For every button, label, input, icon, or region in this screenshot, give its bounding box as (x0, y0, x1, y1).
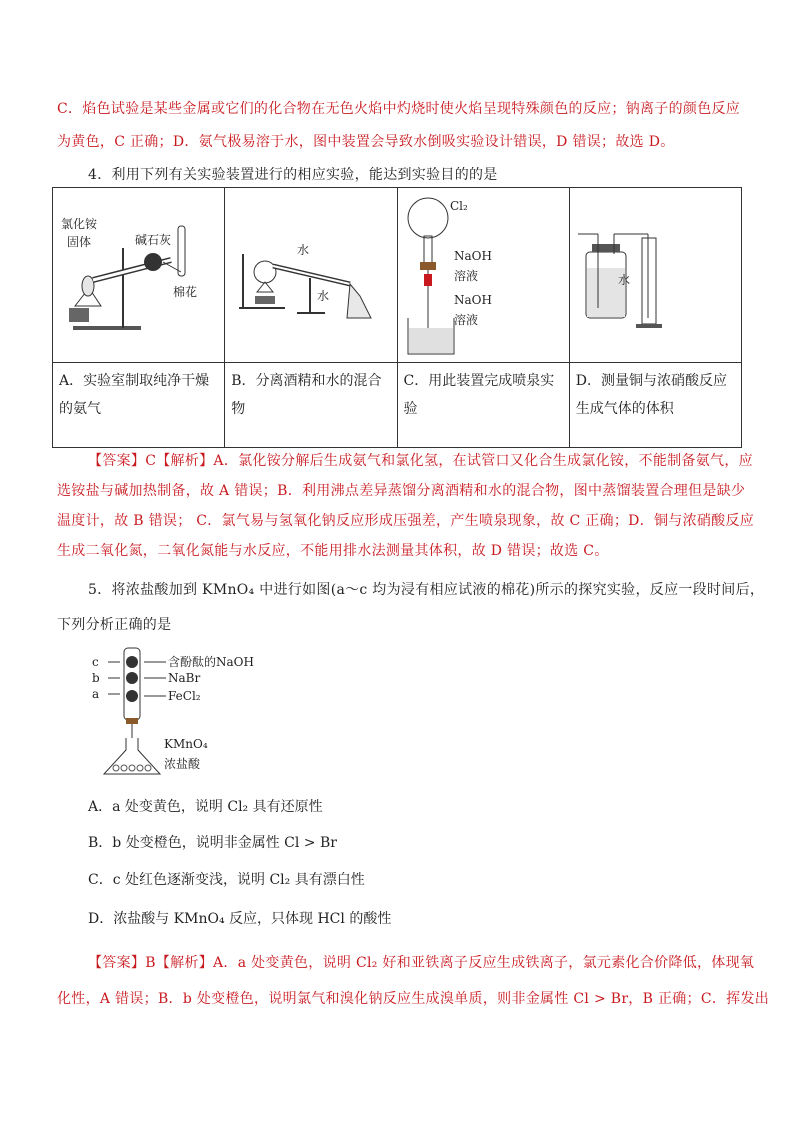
figure-b-distillation (225, 188, 389, 362)
q5-fig-reagent-5: 浓盐酸 (164, 757, 201, 771)
q4-answer-tag: 【答案】C【解析】 (88, 453, 214, 469)
fig-c-label-2: NaOH (453, 249, 492, 263)
fig-a-cell (53, 188, 225, 363)
q5-option-a: A．a 处变黄色，说明 Cl₂ 具有还原性 (88, 799, 323, 815)
q5-fig-reagent-4: KMnO₄ (164, 737, 208, 751)
fig-b-label-1: 水 (297, 243, 310, 257)
figure-a-ammonia-apparatus (53, 188, 234, 362)
prev-answer-line-1: C．焰色试验是某些金属或它们的化合物在无色火焰中灼烧时使火焰呈现特殊颜色的反应；钠离子的颜色反应 (57, 101, 741, 117)
fig-b-cell (225, 188, 397, 363)
fig-c-label-3: 溶液 (453, 269, 478, 283)
q5-answer-text-1: A．a 处变黄色，说明 Cl₂ 好和亚铁离子反应生成铁离子，氯元素化合价降低，体现氧 (213, 955, 755, 971)
q4-option-table (52, 187, 742, 448)
q5-answer-tag: 【答案】B【解析】 (88, 955, 213, 971)
q5-fig-label-b: b (92, 671, 100, 685)
q4-answer-line-2: 选铵盐与碱加热制备，故 A 错误；B．利用沸点差异蒸馏分离酒精和水的混合物，图中蒸馏装置合理但是缺少 (57, 483, 746, 499)
q5-answer-line-2: 化性，A 错误；B．b 处变橙色，说明氯气和溴化钠反应生成溴单质，则非金属性 Cl > Br，B 正确；C．挥发出 (57, 991, 770, 1007)
q4-option-c: C．用此装置完成喷泉实验 (397, 363, 569, 448)
fig-c-cell (397, 188, 569, 363)
q5-fig-reagent-3: FeCl₂ (168, 689, 201, 703)
figure-c-fountain (398, 188, 544, 362)
q4-answer-line-4: 生成二氧化氮，二氧化氮能与水反应，不能用排水法测量其体积，故 D 错误；故选 C。 (57, 543, 609, 559)
q4-option-d: D．测量铜与浓硝酸反应生成气体的体积 (569, 363, 741, 448)
prev-answer-line-2: 为黄色，C 正确；D．氨气极易溶于水，图中装置会导致水倒吸实验设计错误，D 错误；故选 D。 (57, 134, 675, 150)
q5-fig-label-c: c (92, 655, 99, 669)
fig-a-label-1: 氯化铵 (61, 217, 98, 231)
q4-answer-line-1 (88, 450, 753, 470)
q4-stem: 4．利用下列有关实验装置进行的相应实验，能达到实验目的的是 (88, 167, 498, 183)
fig-c-label-4: NaOH (453, 293, 492, 307)
q5-fig-reagent-2: NaBr (168, 671, 201, 685)
q5-option-d: D．浓盐酸与 KMnO₄ 反应，只体现 HCl 的酸性 (88, 911, 392, 927)
fig-c-label-1: Cl₂ (449, 199, 468, 213)
q5-answer-line-1 (88, 952, 754, 972)
q4-option-a: A．实验室制取纯净干燥的氨气 (53, 363, 225, 448)
fig-d-label-1: 水 (617, 273, 630, 287)
q5-option-b: B．b 处变橙色，说明非金属性 Cl > Br (88, 835, 337, 851)
fig-d-cell (569, 188, 741, 363)
q5-figure (80, 640, 300, 788)
figure-d-gas-volume (570, 188, 765, 362)
q5-fig-reagent-1: 含酚酞的NaOH (168, 655, 254, 669)
fig-a-label-2: 固体 (67, 235, 92, 249)
q5-stem-line-2: 下列分析正确的是 (57, 617, 172, 633)
fig-c-label-5: 溶液 (453, 313, 478, 327)
q4-answer-line-3: 温度计，故 B 错误； C．氯气易与氢氧化钠反应形成压强差，产生喷泉现象，故 C 正确；D．铜与浓硝酸反应 (57, 513, 755, 529)
q5-stem-line-1: 5．将浓盐酸加到 KMnO₄ 中进行如图(a～c 均为浸有相应试液的棉花)所示的探究实验，反应一段时间后， (88, 582, 765, 598)
q5-fig-label-a: a (92, 687, 100, 701)
fig-b-label-2: 水 (317, 289, 330, 303)
q4-option-b: B．分离酒精和水的混合物 (225, 363, 397, 448)
q4-answer-text-1: A．氯化铵分解后生成氨气和氯化氢，在试管口又化合生成氯化铵，不能制备氨气，应 (213, 453, 753, 469)
q5-option-c: C．c 处红色逐渐变浅，说明 Cl₂ 具有漂白性 (88, 872, 365, 888)
fig-a-label-4: 棉花 (173, 285, 198, 299)
fig-a-label-3: 碱石灰 (135, 233, 172, 247)
